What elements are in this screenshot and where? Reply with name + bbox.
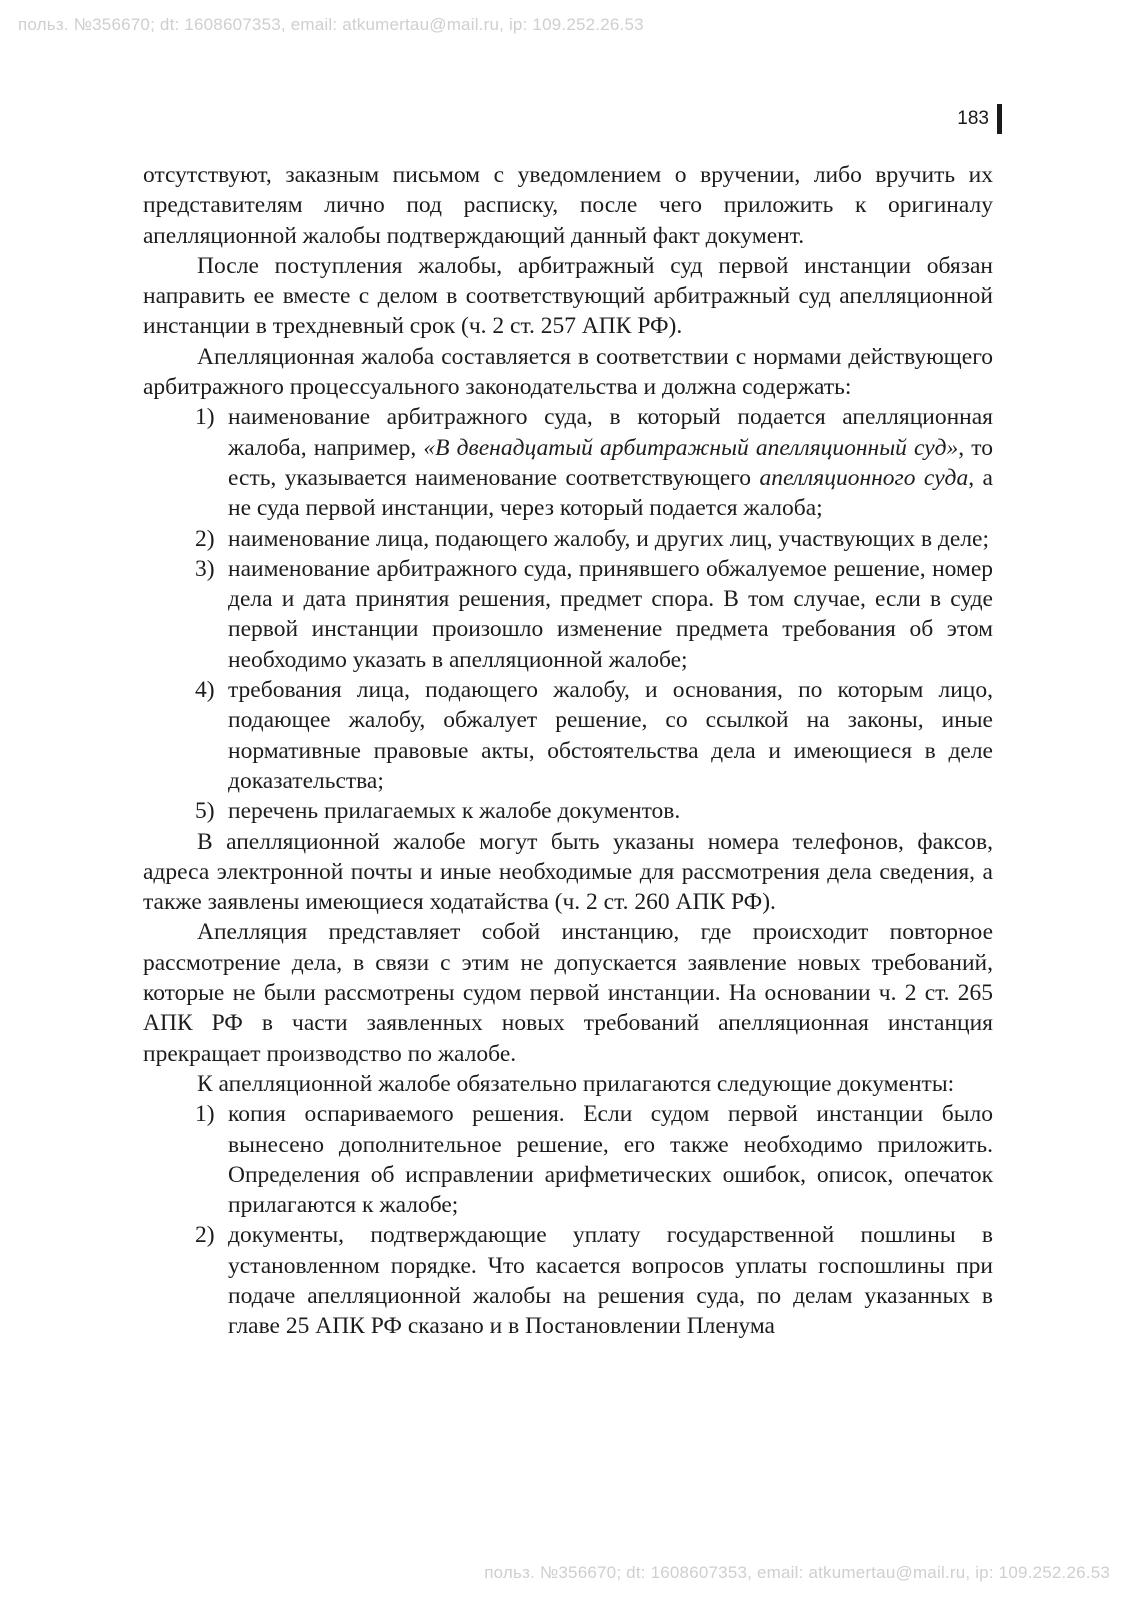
list-item-text: , а не суда первой инстанции, через который подается жалоба; [228,464,993,522]
list-item-italic: апелляционного суда [759,464,969,491]
list-item-text: документы, подтверждающие уплату государственной пошлины в установленном порядке. Что касается вопросов уплаты госпошлины при подаче апелляционной жалобы на решения суда, по делам указанных в главе 25 АПК РФ сказано и в Постановлении Пленума [228,1222,993,1340]
page-number-block [957,104,1002,134]
list-item-text: наименование арбитражного суда, в который подается апелляционная жалоба, например, [228,404,993,461]
body-text [143,160,993,1342]
list-item [143,1220,993,1341]
list-item-text: требования лица, подающего жалобу, и основания, по которым лицо, подающее жалобу, обжалует решение, со ссылкой на законы, иные нормативные правовые акты, обстоятельства дела и имеющиеся в деле доказательства; [228,677,993,794]
list-item [143,1099,993,1220]
list-item-text: копия оспариваемого решения. Если судом первой инстанции было вынесено дополнительное решение, его также необходимо приложить. Определения об исправлении арифметических ошибок, описок, опечаток прилагаются к жалобе; [228,1101,993,1219]
list-item-number: 2) [195,525,215,552]
list-item-text: наименование арбитражного суда, принявшего обжалуемое решение, номер дела и дата принятия решения, предмет спора. В том случае, если в суде первой инстанции произошло изменение предмета требования об этом необходимо указать в апелляционной жалобе; [228,555,993,673]
list-item [143,554,993,675]
list-item-number: 1) [195,1101,215,1128]
list-item-text: перечень прилагаемых к жалобе документов. [228,798,681,825]
watermark-bottom: польз. №356670; dt: 1608607353, email: atkumertau@mail.ru, ip: 109.252.26.53 [484,1563,1110,1582]
list-item-number: 4) [195,677,215,704]
list-item-number: 5) [195,798,215,825]
requirements-list [143,402,993,826]
list-item-text: , то есть, указывается наименование соответствующего [228,434,993,491]
page-number-bar [997,104,1002,134]
list-item-italic: «В двенадцатый арбитражный апелляционный суд» [423,434,959,461]
list-item [143,796,993,826]
list-item-number: 3) [195,555,215,582]
paragraph-4: В апелляционной жалобе могут быть указаны номера телефонов, факсов, адреса электронной почты и иные необходимые для рассмотрения дела сведения, а также заявлены имеющиеся ходатайства (ч. 2 ст. 260 АПК РФ). [143,828,993,916]
watermark-top: польз. №356670; dt: 1608607353, email: atkumertau@mail.ru, ip: 109.252.26.53 [18,15,644,34]
attachments-list [143,1099,993,1341]
list-item [143,402,993,523]
list-item-number: 2) [195,1222,215,1249]
list-item-text: наименование лица, подающего жалобу, и других лиц, участвующих в деле; [228,525,990,552]
paragraph-3: Апелляционная жалоба составляется в соответствии с нормами действующего арбитражного процессуального законодательства и должна содержать: [143,343,993,401]
paragraph-5: Апелляция представляет собой инстанцию, где происходит повторное рассмотрение дела, в связи с этим не допускается заявление новых требований, которые не были рассмотрены судом первой инстанции. На основании ч. 2 ст. 265 АПК РФ в части заявленных новых требований апелляционная инстанция прекращает производство по жалобе. [143,919,993,1067]
paragraph-2: После поступления жалобы, арбитражный суд первой инстанции обязан направить ее вместе с делом в соответствующий арбитражный суд апелляционной инстанции в трехдневный срок (ч. 2 ст. 257 АПК РФ). [143,252,993,340]
list-item [143,675,993,796]
paragraph-6: К апелляционной жалобе обязательно прилагаются следующие документы: [197,1070,955,1097]
list-item-number: 1) [195,404,215,431]
page-number: 183 [957,108,989,129]
paragraph-1: отсутствуют, заказным письмом с уведомлением о вручении, либо вручить их представителям лично под расписку, после чего приложить к оригиналу апелляционной жалобы подтверждающий данный факт документ. [143,162,993,249]
list-item [143,524,993,554]
